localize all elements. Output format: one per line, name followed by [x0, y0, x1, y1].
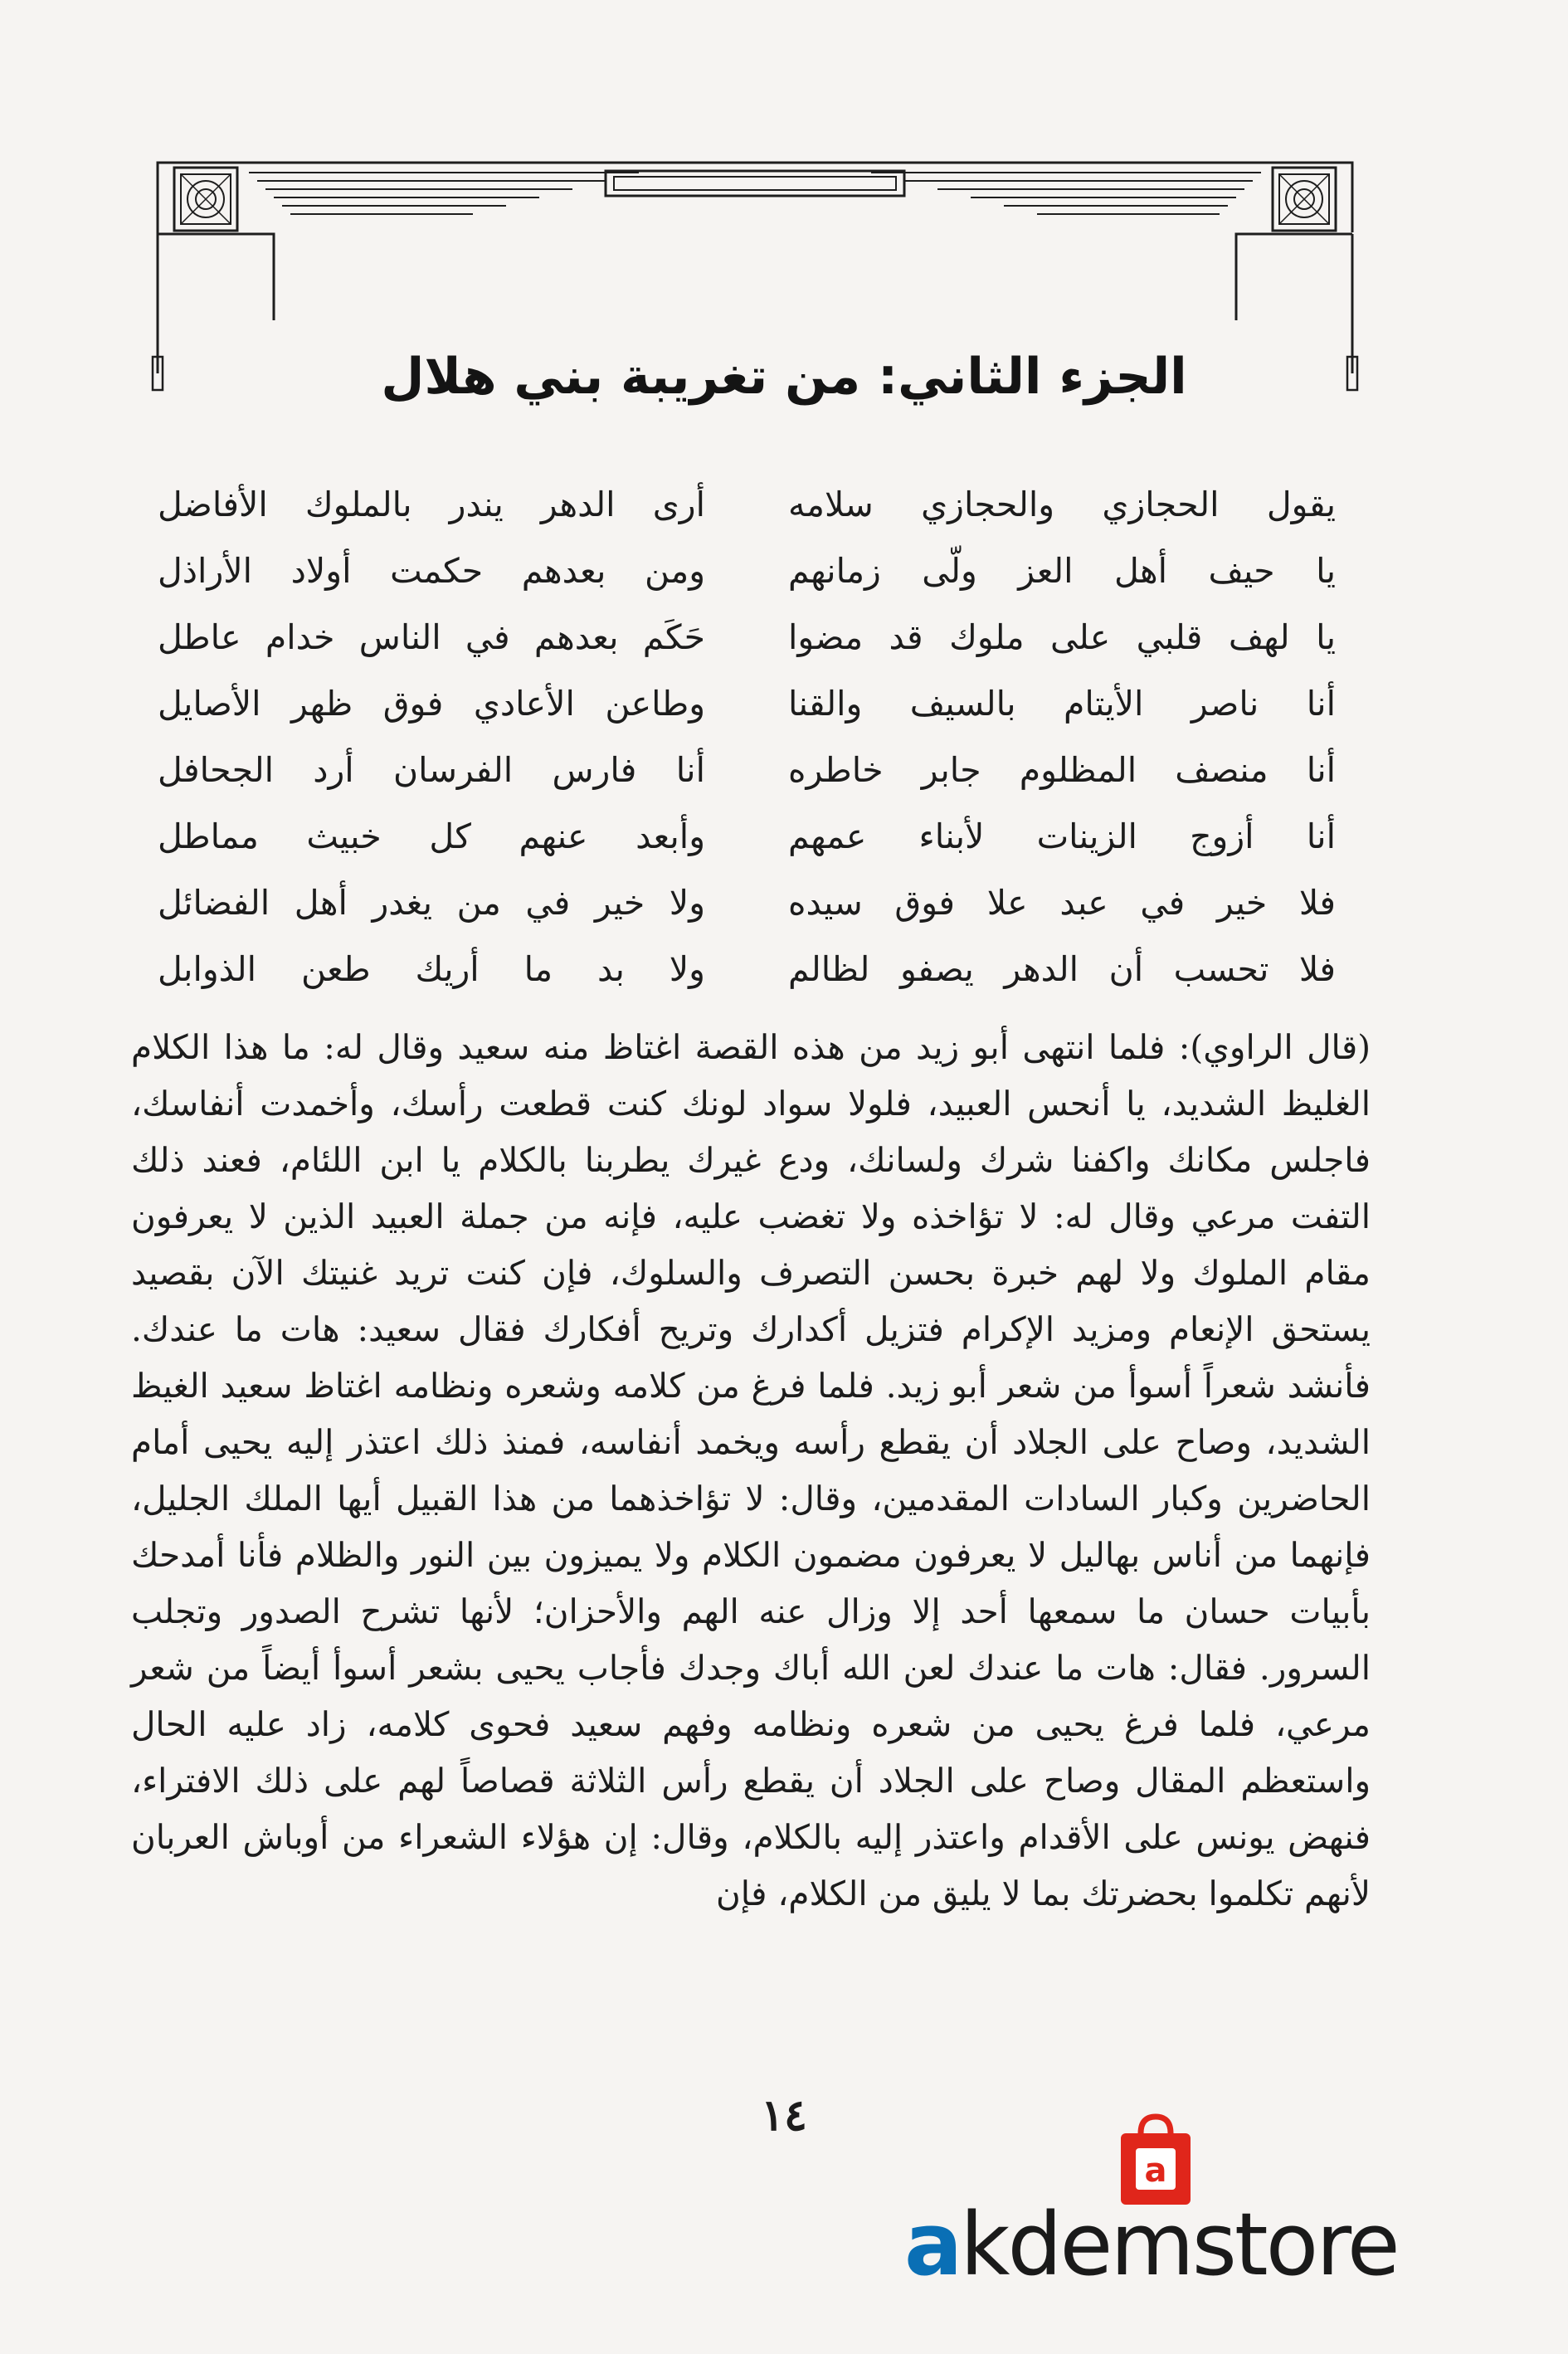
- verse-second-hemistich: ولا بد ما أريك طعن الذوابل: [158, 949, 705, 989]
- poem-verse: [158, 870, 1336, 936]
- logo-icon-letter: a: [1144, 2152, 1167, 2190]
- verse-first-hemistich: أنا ناصر الأيتام بالسيف والقنا: [788, 684, 1336, 724]
- poem-verse: [158, 737, 1336, 803]
- verse-second-hemistich: أنا فارس الفرسان أرد الجحافل: [158, 750, 705, 790]
- poem-verse: [158, 803, 1336, 870]
- verse-second-hemistich: ولا خير في من يغدر أهل الفضائل: [158, 883, 705, 923]
- poem-verse: [158, 538, 1336, 604]
- verse-second-hemistich: وأبعد عنهم كل خبيث مماطل: [158, 816, 705, 856]
- page-number: ١٤: [761, 2090, 807, 2141]
- verse-first-hemistich: أنا أزوج الزينات لأبناء عمهم: [788, 816, 1336, 856]
- verse-second-hemistich: وطاعن الأعادي فوق ظهر الأصايل: [158, 684, 705, 724]
- verse-second-hemistich: أرى الدهر يندر بالملوك الأفاضل: [158, 485, 705, 524]
- poem-verse: [158, 604, 1336, 670]
- verse-first-hemistich: يا حيف أهل العز ولّى زمانهم: [788, 551, 1336, 591]
- logo-rest: kdemstore: [960, 2194, 1398, 2295]
- poem-verse: [158, 936, 1336, 1002]
- narrative-paragraph: (قال الراوي): فلما انتهى أبو زيد من هذه القصة اغتاظ منه سعيد وقال له: ما هذا الكلام الغليظ الشديد، يا أنحس العبيد، فلولا سواد لونك كنت قطعت رأسك، وأخمدت أنفاسك، فاجلس مكانك واكفنا شرك ولسانك، ودع غيرك يطربنا بالكلام يا ابن اللئام، فعند ذلك التفت مرعي وقال له: لا تؤاخذه ولا تغضب عليه، فإنه من جملة العبيد الذين لا يعرفون مقام الملوك ولا لهم خبرة بحسن التصرف والسلوك، فإن كنت تريد غنيتك الآن بقصيد يستحق الإنعام ومزيد الإكرام فتزيل أكدارك وتريح أفكارك فقال سعيد: هات ما عندك. فأنشد شعراً أسوأ من شعر أبو زيد. فلما فرغ من كلامه وشعره ونظامه اغتاظ سعيد الغيظ الشديد، وصاح على الجلاد أن يقطع رأسه ويخمد أنفاسه، فمنذ ذلك اعتذر إليه يحيى أمام الحاضرين وكبار السادات المقدمين، وقال: لا تؤاخذهما من هذا القبيل أيها الملك الجليل، فإنهما من أناس بهاليل لا يعرفون مضمون الكلام ولا يميزون بين النور والظلام فأنا أمدحك بأبيات حسان ما سمعها أحد إلا وزال عنه الهم والأحزان؛ لأنها تشرح الصدور وتجلب السرور. فقال: هات ما عندك لعن الله أباك وجدك فأجاب يحيى بشعر أسوأ أيضاً من شعر مرعي، فلما فرغ يحيى من شعره ونظامه وفهم سعيد فحوى كلامه، زاد عليه الحال واستعظم المقال وصاح على الجلاد أن يقطع رأس الثلاثة قصاصاً لهم على ذلك الافتراء، فنهض يونس على الأقدام واعتذر إليه بالكلام، وقال: إن هؤلاء الشعراء من أوباش العربان لأنهم تكلموا بحضرتك بما لا يليق من الكلام، فإن: [131, 1027, 1371, 1913]
- verse-first-hemistich: يقول الحجازي والحجازي سلامه: [788, 485, 1336, 524]
- chapter-title: الجزء الثاني: من تغريبة بني هلال: [381, 348, 1187, 406]
- verse-first-hemistich: أنا منصف المظلوم جابر خاطره: [788, 750, 1336, 790]
- poem: [158, 471, 1336, 1002]
- store-logo-wordmark: [904, 2194, 1398, 2295]
- logo-first-letter: a: [904, 2194, 961, 2295]
- verse-first-hemistich: يا لهف قلبي على ملوك قد مضوا: [788, 617, 1336, 657]
- verse-second-hemistich: ومن بعدهم حكمت أولاد الأراذل: [158, 551, 705, 591]
- verse-second-hemistich: حَكَم بعدهم في الناس خدام عاطل: [158, 617, 705, 657]
- verse-first-hemistich: فلا تحسب أن الدهر يصفو لظالم: [788, 949, 1336, 989]
- poem-verse: [158, 670, 1336, 737]
- poem-verse: [158, 471, 1336, 538]
- verse-first-hemistich: فلا خير في عبد علا فوق سيده: [788, 883, 1336, 923]
